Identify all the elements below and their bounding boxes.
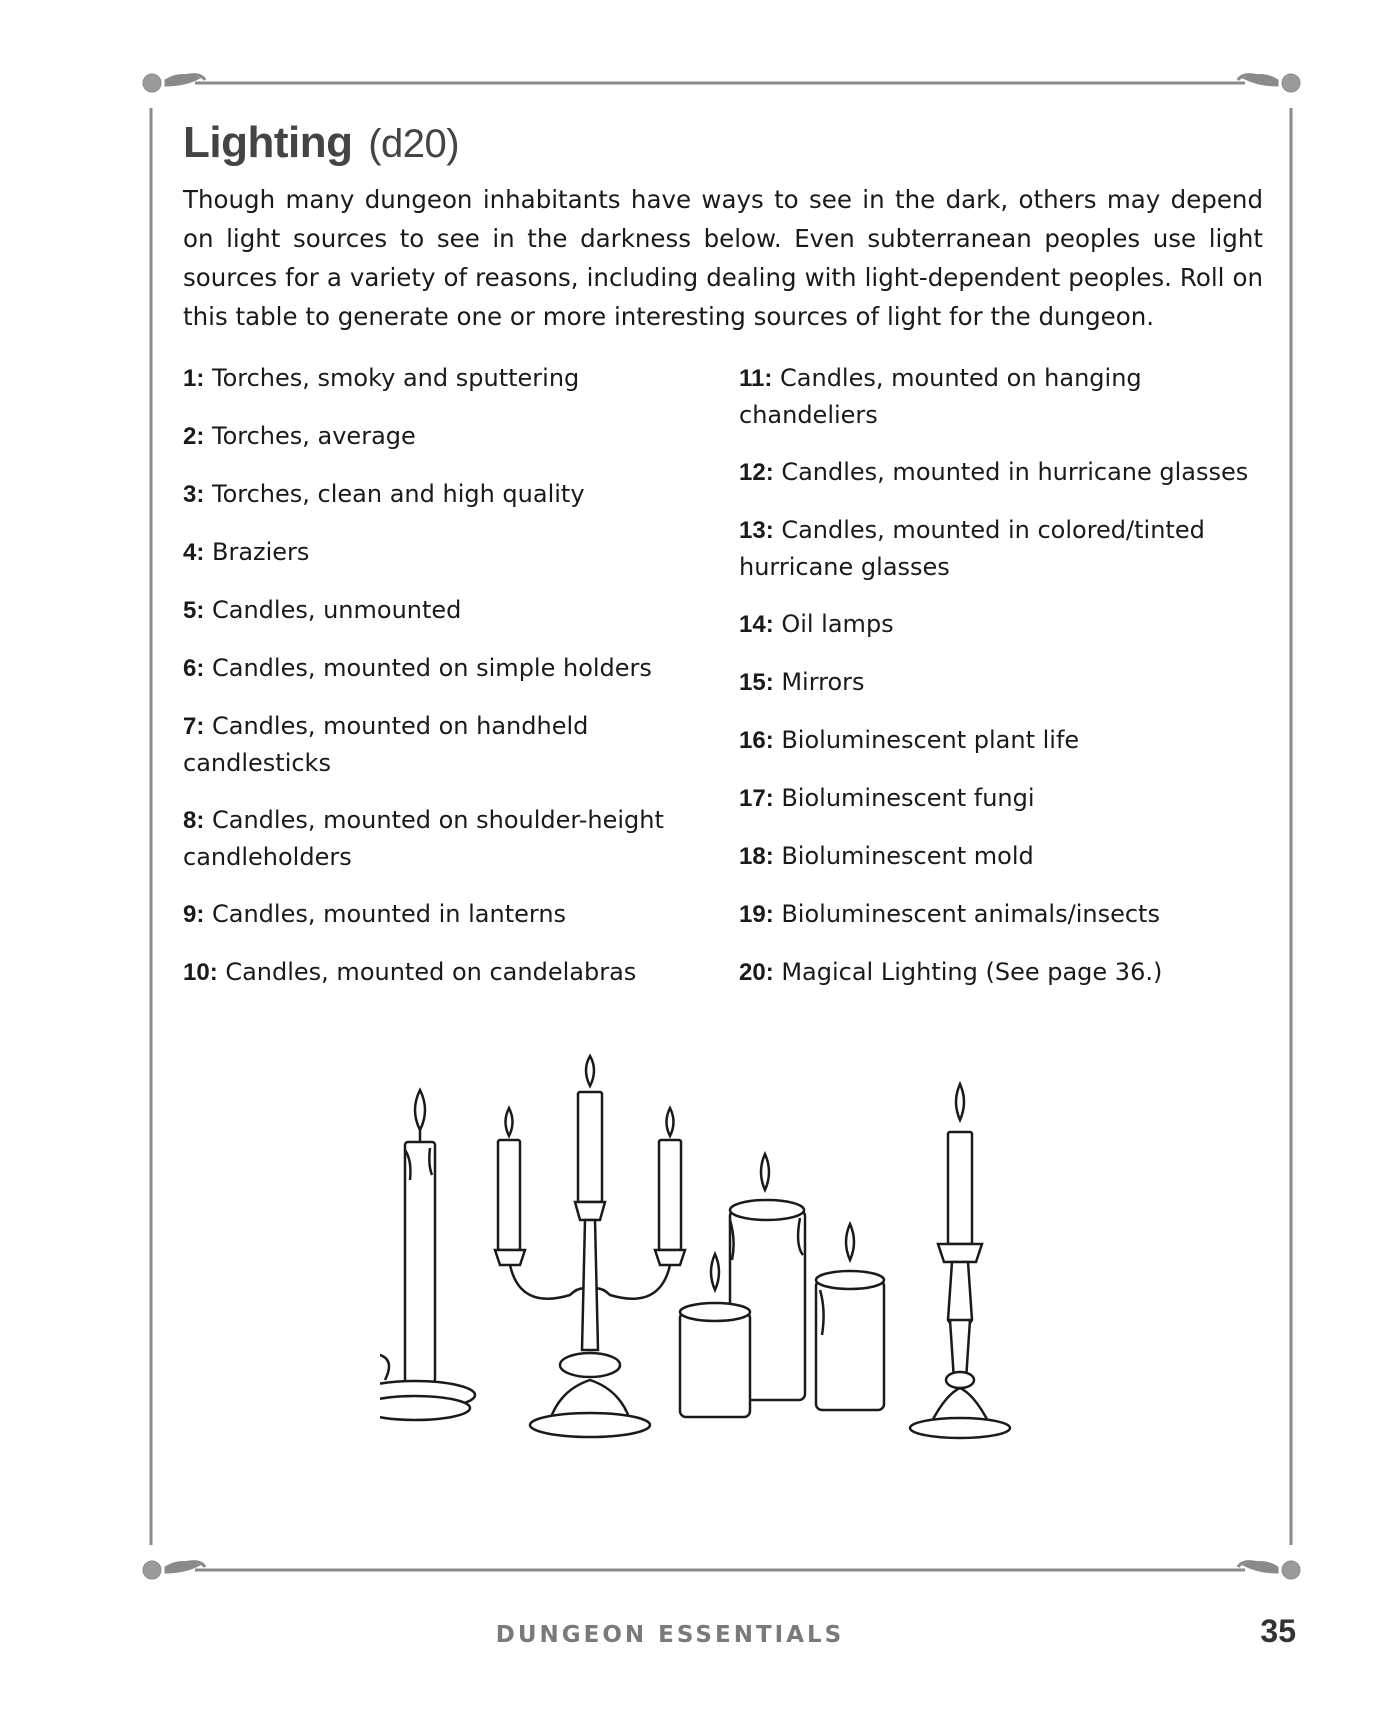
entry-text: Braziers	[211, 538, 310, 566]
entry-text: Candles, mounted in lanterns	[211, 900, 567, 928]
entry-number: 18:	[739, 843, 774, 870]
entry-number: 1:	[183, 365, 205, 392]
table-entry	[739, 954, 1259, 991]
table-entry	[739, 512, 1219, 585]
entry-number: 5:	[183, 597, 205, 624]
entry-text: Candles, unmounted	[211, 596, 462, 624]
table-entry	[183, 360, 683, 397]
table-entry	[739, 606, 1259, 643]
entry-text: Candles, mounted on simple holders	[211, 654, 652, 682]
table-entry	[739, 896, 1259, 933]
entry-number: 16:	[739, 727, 774, 754]
entry-number: 10:	[183, 959, 218, 986]
entry-number: 12:	[739, 459, 774, 486]
entry-text: Candles, mounted on hanging chandeliers	[739, 364, 1142, 429]
entry-number: 9:	[183, 901, 205, 928]
section-heading	[183, 118, 459, 168]
table-entry	[183, 418, 683, 455]
entry-number: 7:	[183, 713, 205, 740]
entry-text: Bioluminescent fungi	[781, 784, 1035, 812]
candles-illustration	[380, 1050, 1060, 1480]
corner-flourish-top-right	[1238, 74, 1300, 92]
table-entry	[183, 802, 683, 875]
table-column-left	[183, 360, 683, 991]
table-entry	[183, 476, 683, 513]
entry-text: Torches, clean and high quality	[211, 480, 585, 508]
entry-text: Torches, smoky and sputtering	[211, 364, 580, 392]
table-entry	[183, 708, 603, 781]
page-number: 35	[1260, 1613, 1296, 1649]
entry-text: Oil lamps	[781, 610, 894, 638]
entry-number: 19:	[739, 901, 774, 928]
entry-number: 11:	[739, 365, 773, 392]
candelabra-icon	[495, 1056, 685, 1437]
entry-number: 6:	[183, 655, 205, 682]
table-entry	[739, 664, 1259, 701]
pillar-candles-icon	[680, 1154, 884, 1417]
entry-text: Candles, mounted on shoulder-height candleholders	[183, 806, 664, 871]
table-entry	[183, 954, 683, 991]
table-entry	[183, 650, 683, 687]
table-entry	[183, 592, 683, 629]
table-entry	[739, 838, 1259, 875]
footer-book-title: DUNGEON ESSENTIALS	[495, 1622, 845, 1648]
candlestick-icon	[910, 1084, 1010, 1438]
table-entry	[183, 534, 683, 571]
table-entry	[739, 360, 1159, 433]
heading-die: (d20)	[368, 122, 460, 166]
entry-text: Magical Lighting (See page 36.)	[781, 958, 1163, 986]
table-entry	[183, 896, 683, 933]
chamberstick-icon	[380, 1090, 475, 1420]
table-column-right	[739, 360, 1259, 991]
entry-number: 14:	[739, 611, 774, 638]
entry-text: Torches, average	[211, 422, 416, 450]
entry-text: Bioluminescent animals/insects	[781, 900, 1160, 928]
intro-paragraph: Though many dungeon inhabitants have ways to see in the dark, others may depend on light sources to see in the darkness below. Even subterranean peoples use light sources for a variety of reasons, including dealing with light-dependent peoples. Roll on this table to generate one or more interesting sources of light for the dungeon.	[183, 185, 1263, 331]
entry-text: Candles, mounted in hurricane glasses	[781, 458, 1249, 486]
table-entry	[739, 780, 1259, 817]
entry-number: 17:	[739, 785, 774, 812]
heading-title: Lighting	[183, 118, 353, 167]
entry-number: 3:	[183, 481, 205, 508]
entry-text: Candles, mounted in colored/tinted hurricane glasses	[739, 516, 1205, 581]
entry-number: 13:	[739, 517, 774, 544]
entry-number: 4:	[183, 539, 205, 566]
entry-number: 20:	[739, 959, 774, 986]
table-entry	[739, 454, 1259, 491]
entry-number: 2:	[183, 423, 205, 450]
entry-text: Candles, mounted on handheld candlesticks	[183, 712, 589, 777]
entry-text: Bioluminescent plant life	[781, 726, 1080, 754]
entry-text: Bioluminescent mold	[781, 842, 1034, 870]
table-entry	[739, 722, 1259, 759]
entry-number: 8:	[183, 807, 205, 834]
entry-text: Candles, mounted on candelabras	[225, 958, 637, 986]
corner-flourish-bottom-right	[1238, 1561, 1300, 1579]
entry-text: Mirrors	[781, 668, 865, 696]
entry-number: 15:	[739, 669, 774, 696]
